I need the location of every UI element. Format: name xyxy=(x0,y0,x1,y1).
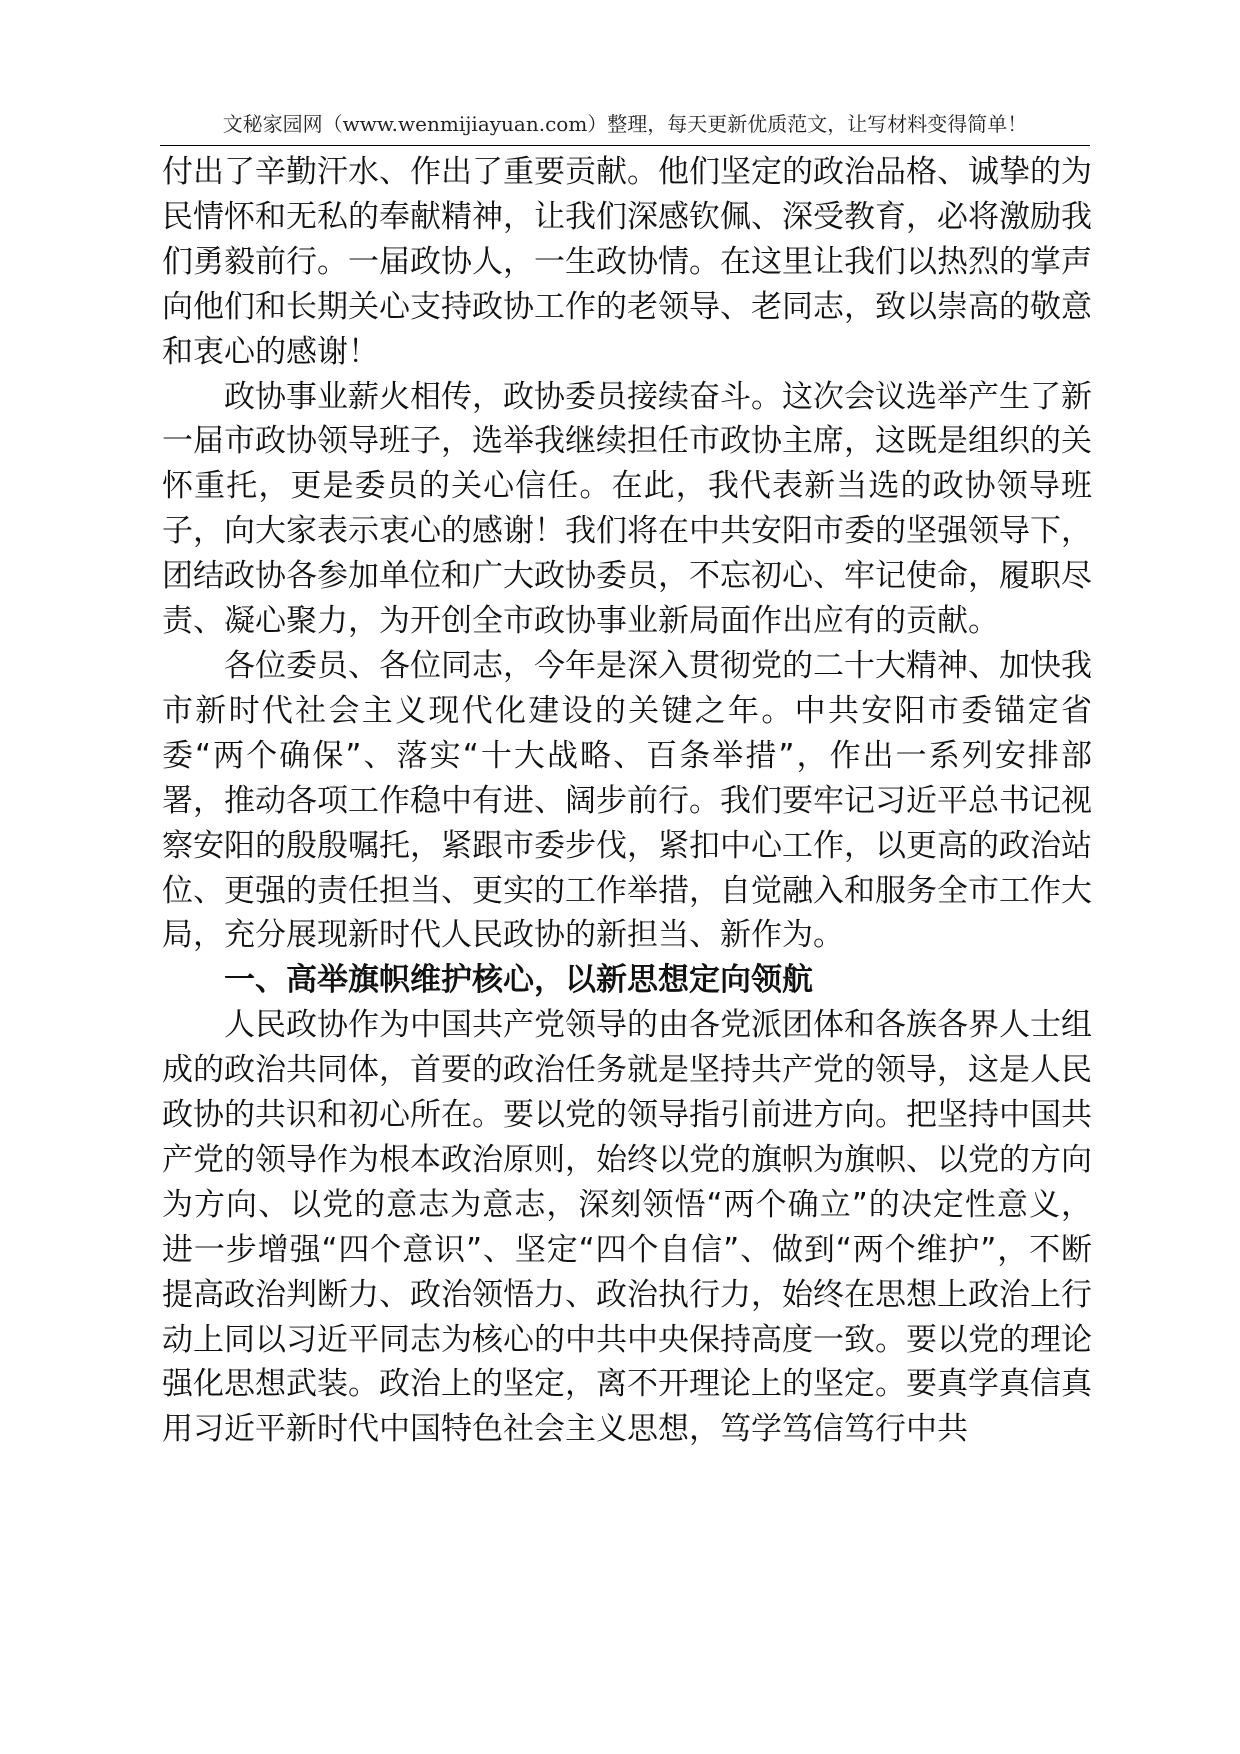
paragraph: 政协事业薪火相传，政协委员接续奋斗。这次会议选举产生了新一届市政协领导班子，选举我继续担任市政协主席，这既是组织的关怀重托，更是委员的关心信任。在此，我代表新当选的政协领导班子，向大家表示衷心的感谢！我们将在中共安阳市委的坚强领导下，团结政协各参加单位和广大政协委员，不忘初心、牢记使命，履职尽责、凝心聚力，为开创全市政协事业新局面作出应有的贡献。 xyxy=(162,378,1092,640)
paragraph-continuation: 付出了辛勤汗水、作出了重要贡献。他们坚定的政治品格、诚挚的为民情怀和无私的奉献精神，让我们深感钦佩、深受教育，必将激励我们勇毅前行。一届政协人，一生政协情。在这里让我们以热烈的掌声向他们和长期关心支持政协工作的老领导、老同志，致以崇高的敬意和衷心的感谢！ xyxy=(162,154,1092,370)
page-header: 文秘家园网（www.wenmijiayuan.com）整理，每天更新优质范文，让写材料变得简单！ xyxy=(222,112,1028,136)
paragraph: 人民政协作为中国共产党领导的由各党派团体和各族各界人士组成的政治共同体，首要的政治任务就是坚持共产党的领导，这是人民政协的共识和初心所在。要以党的领导指引前进方向。把坚持中国共产党的领导作为根本政治原则，始终以党的旗帜为旗帜、以党的方向为方向、以党的意志为意志，深刻领悟“两个确立”的决定性意义，进一步增强“四个意识”、坚定“四个自信”、做到“两个维护”，不断提高政治判断力、政治领悟力、政治执行力，始终在思想上政治上行动上同以习近平同志为核心的中共中央保持高度一致。要以党的理论强化思想武装。政治上的坚定，离不开理论上的坚定。要真学真信真用习近平新时代中国特色社会主义思想，笃学笃信笃行中共 xyxy=(162,1007,1092,1448)
paragraph: 各位委员、各位同志，今年是深入贯彻党的二十大精神、加快我市新时代社会主义现代化建设的关键之年。中共安阳市委锚定省委“两个确保”、落实“十大战略、百条举措”，作出一系列安排部署，推动各项工作稳中有进、阔步前行。我们要牢记习近平总书记视察安阳的殷殷嘱托，紧跟市委步伐，紧扣中心工作，以更高的政治站位、更强的责任担当、更实的工作举措，自觉融入和服务全市工作大局，充分展现新时代人民政协的新担当、新作为。 xyxy=(162,647,1092,954)
document-body xyxy=(162,150,1092,1452)
header-divider xyxy=(160,145,1090,146)
section-heading: 一、高举旗帜维护核心，以新思想定向领航 xyxy=(224,962,813,999)
